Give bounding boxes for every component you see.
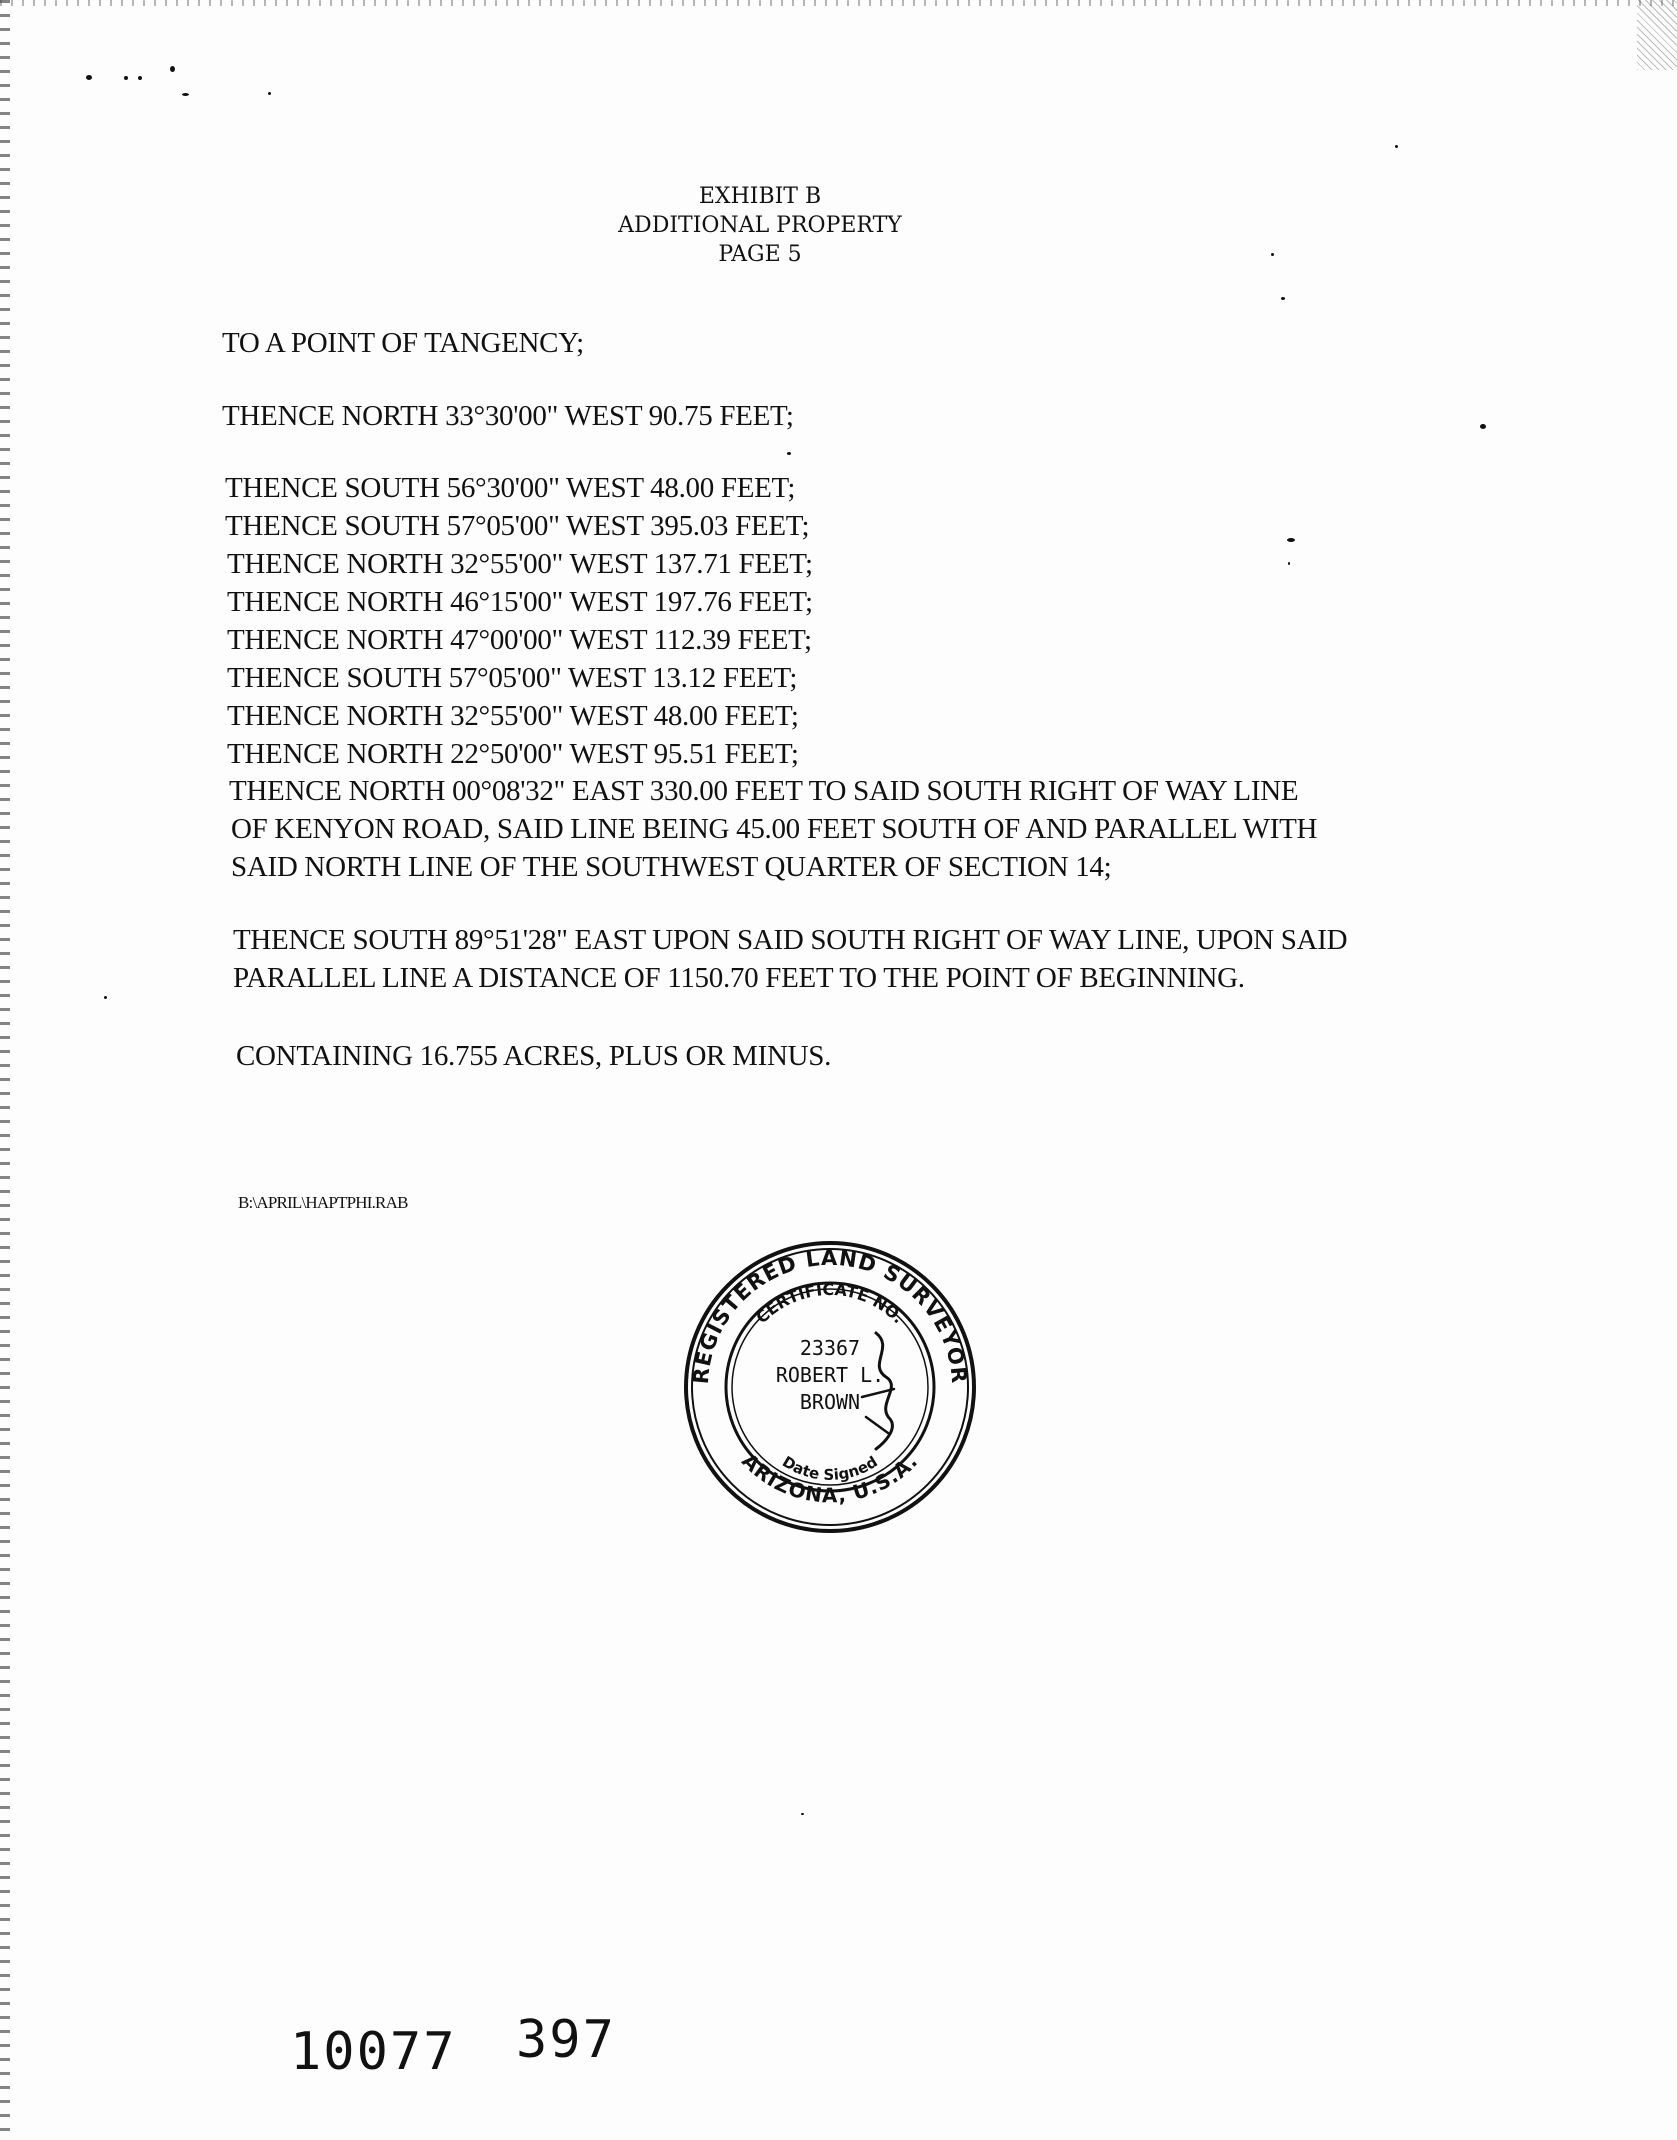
description-line: THENCE NORTH 22°50'00" WEST 95.51 FEET; — [227, 738, 799, 770]
scan-edge-top — [0, 0, 1677, 6]
description-line: OF KENYON ROAD, SAID LINE BEING 45.00 FEET SOUTH OF AND PARALLEL WITH — [231, 813, 1318, 845]
scan-speck — [170, 66, 175, 72]
exhibit-subtitle: ADDITIONAL PROPERTY — [618, 213, 902, 238]
description-line: THENCE NORTH 46°15'00" WEST 197.76 FEET; — [227, 586, 813, 618]
exhibit-header — [560, 182, 960, 269]
description-line: THENCE SOUTH 56°30'00" WEST 48.00 FEET; — [225, 472, 796, 504]
surveyor-seal — [680, 1237, 980, 1537]
seal-name-line1: ROBERT L. — [775, 1363, 885, 1387]
file-reference: B:\APRIL\HAPTPHI.RAB — [238, 1193, 408, 1212]
description-line: THENCE NORTH 32°55'00" WEST 137.71 FEET; — [227, 548, 813, 580]
scan-speck — [268, 92, 271, 95]
scan-speck — [787, 452, 791, 455]
svg-text:CERTIFICATE NO. — [752, 1280, 908, 1327]
description-line: THENCE NORTH 00°08'32" EAST 330.00 FEET TO SAID SOUTH RIGHT OF WAY LINE — [229, 775, 1299, 807]
description-line: THENCE NORTH 32°55'00" WEST 48.00 FEET; — [227, 700, 799, 732]
seal-name-line2: BROWN — [799, 1390, 861, 1414]
scan-speck — [124, 76, 128, 80]
description-line: SAID NORTH LINE OF THE SOUTHWEST QUARTER OF SECTION 14; — [231, 851, 1112, 883]
description-line: THENCE SOUTH 57°05'00" WEST 395.03 FEET; — [225, 510, 810, 542]
acreage-line: CONTAINING 16.755 ACRES, PLUS OR MINUS. — [236, 1040, 832, 1072]
page-number: 397 — [516, 2010, 616, 2070]
scan-edge-left — [0, 0, 10, 2140]
scan-speck — [801, 1813, 804, 1815]
page-label: PAGE 5 — [718, 242, 802, 267]
scan-speck — [1281, 297, 1285, 300]
scan-speck — [182, 93, 189, 96]
scan-speck — [1287, 538, 1295, 542]
seal-bottom-text: ARIZONA, U.S.A. — [737, 1448, 923, 1508]
scan-speck — [1395, 145, 1398, 148]
exhibit-title: EXHIBIT B — [698, 184, 822, 209]
description-line: PARALLEL LINE A DISTANCE OF 1150.70 FEET TO THE POINT OF BEGINNING. — [233, 962, 1245, 994]
seal-certificate-label: CERTIFICATE NO. — [752, 1279, 909, 1328]
description-line: THENCE NORTH 47°00'00" WEST 112.39 FEET; — [227, 624, 812, 656]
scan-speck — [1480, 424, 1486, 429]
seal-date-signed-label: Date Signed — [779, 1452, 881, 1484]
scan-speck — [104, 996, 107, 999]
scan-speck — [138, 76, 142, 80]
seal-outer-text: REGISTERED LAND SURVEYOR — [688, 1245, 972, 1385]
scan-speck — [1271, 253, 1274, 256]
description-line: TO A POINT OF TANGENCY; — [222, 327, 584, 359]
scan-edge-right — [1637, 0, 1677, 70]
seal-cert-number: 23367 — [799, 1336, 861, 1360]
scan-speck — [1288, 562, 1290, 565]
book-number: 10077 — [290, 2022, 457, 2082]
description-line: THENCE SOUTH 57°05'00" WEST 13.12 FEET; — [227, 662, 798, 694]
scan-speck — [86, 75, 92, 80]
description-line: THENCE SOUTH 89°51'28" EAST UPON SAID SOUTH RIGHT OF WAY LINE, UPON SAID — [233, 924, 1348, 956]
description-line: THENCE NORTH 33°30'00" WEST 90.75 FEET; — [222, 400, 794, 432]
